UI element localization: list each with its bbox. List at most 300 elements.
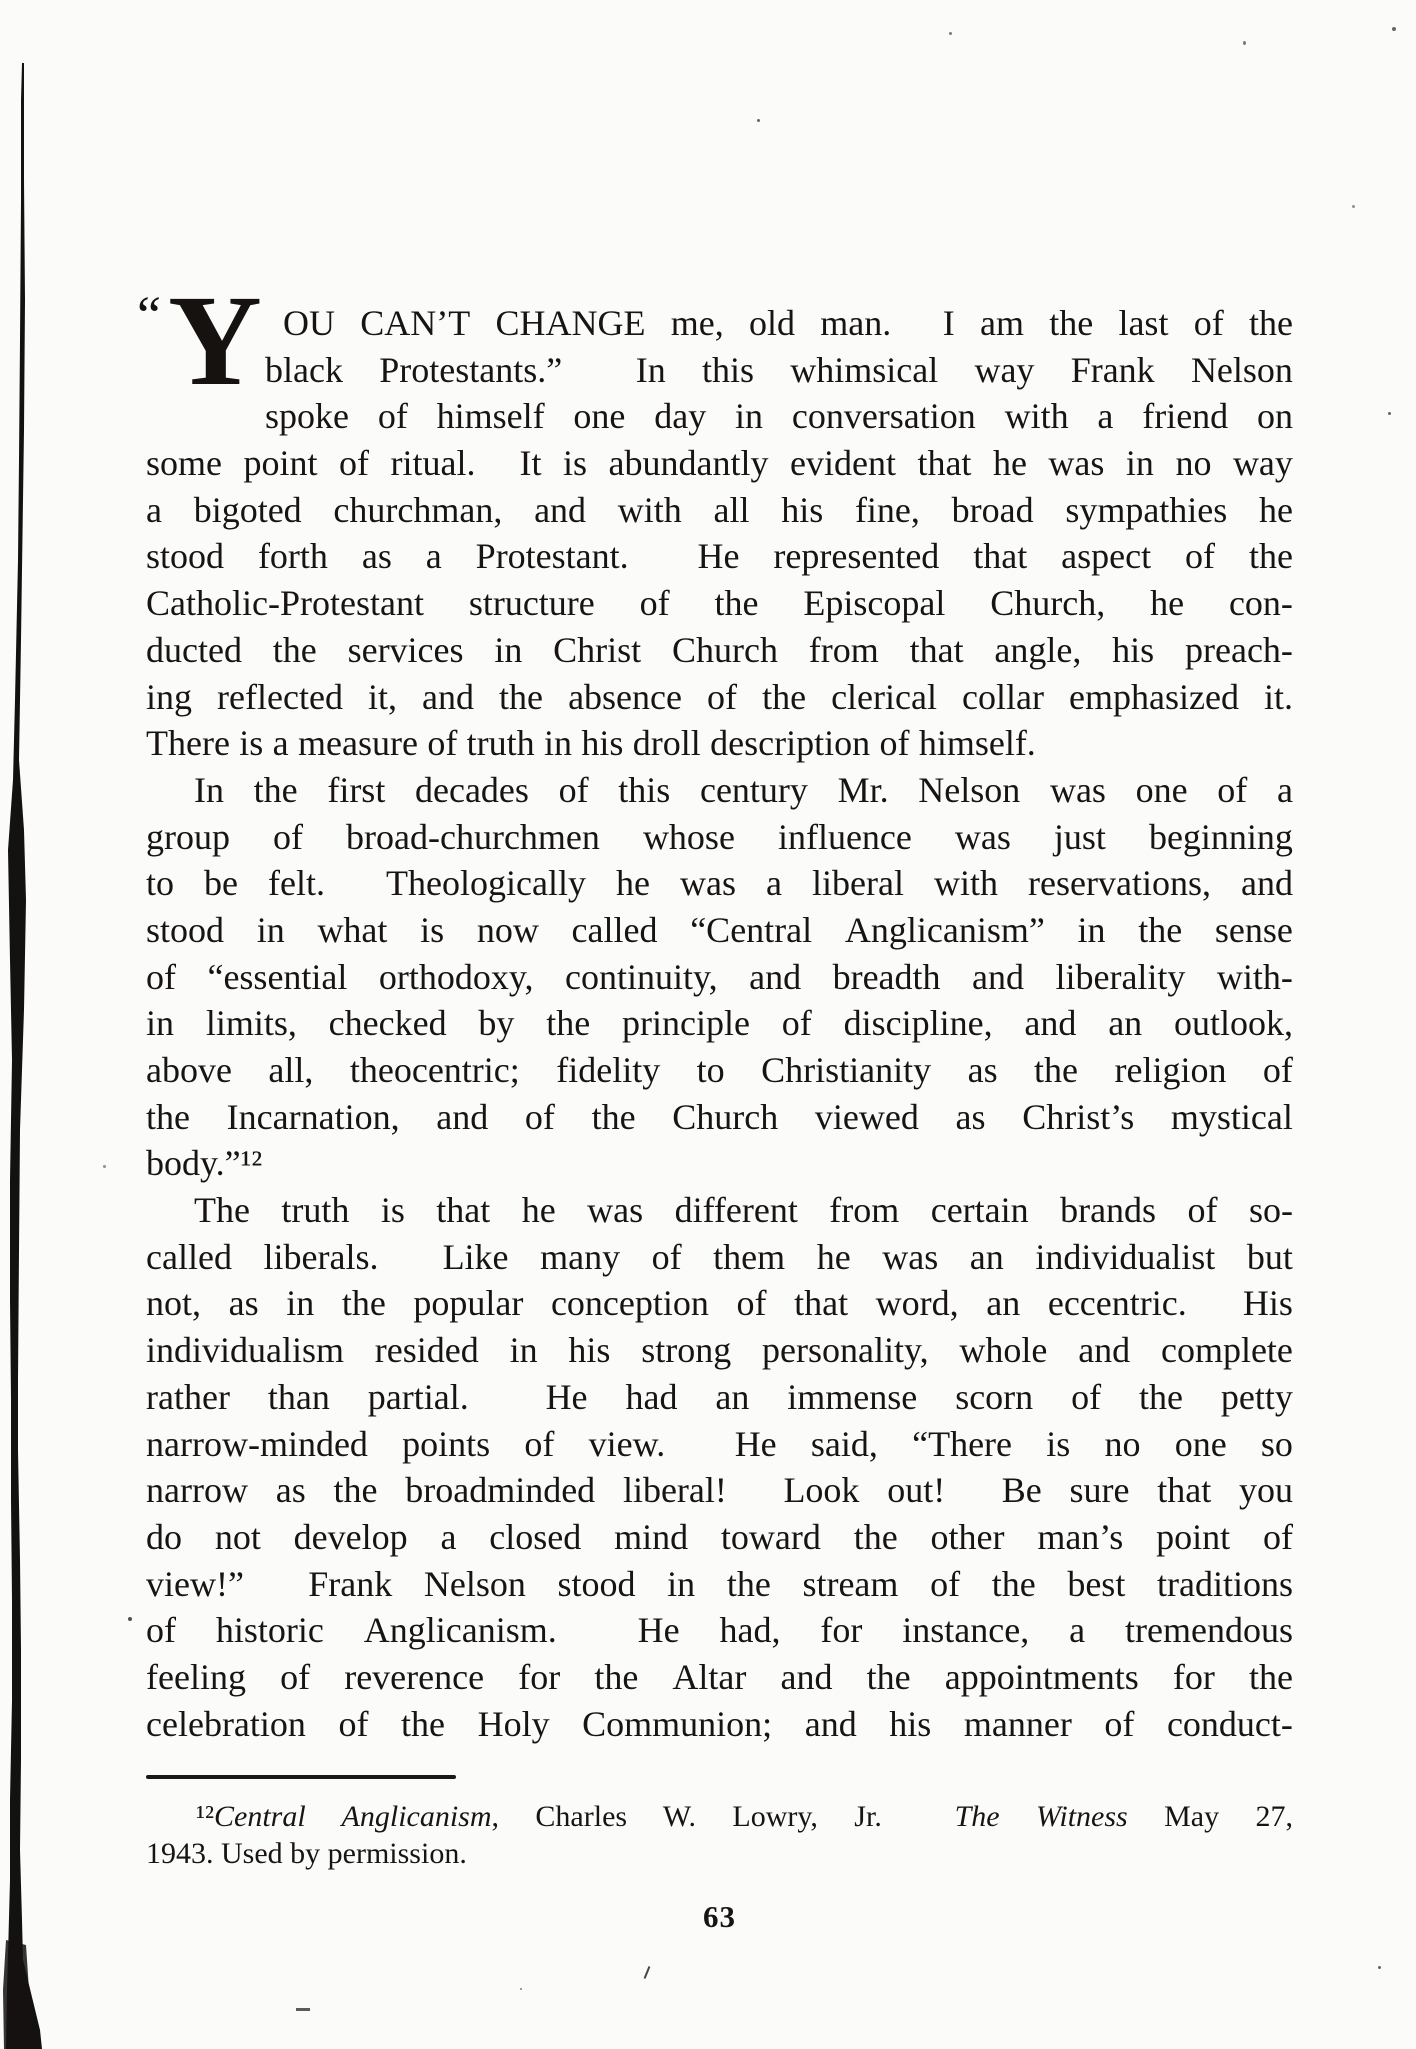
word: is [563,443,588,484]
word: this [701,349,754,390]
word: the [726,1563,771,1604]
word: in [1125,443,1154,484]
word: of [707,676,738,717]
word: viewed [814,1096,919,1137]
word: droll [632,723,701,764]
word: it, [367,676,397,717]
word: in [286,1283,315,1324]
drop-cap-letter: Y [168,269,262,413]
word: and [1078,1330,1131,1371]
word: a [1069,1610,1086,1651]
word: the [1248,303,1293,343]
word: was [680,863,736,904]
word: black [265,349,343,390]
word: certain [930,1190,1029,1231]
word: fidelity [556,1050,661,1090]
word: from [808,629,879,670]
word: I [942,303,955,343]
text-line [146,1374,1293,1421]
word: conception [550,1283,709,1324]
word: point [243,443,318,484]
word: the [762,676,807,717]
word: Theologically [386,863,586,904]
word: complete [1160,1330,1293,1371]
word: bigoted [193,489,302,530]
word: influence [777,816,912,857]
word: his [1112,629,1155,670]
word: not, [146,1283,202,1324]
word: that [1157,1470,1212,1511]
word: with- [1216,956,1293,997]
word: a [272,723,289,764]
footnote-text: ¹² [196,1800,214,1833]
word: “There [912,1423,1013,1464]
word: narrow [146,1470,248,1511]
word: an [986,1283,1021,1324]
text-line [146,674,1293,721]
word: preach- [1185,629,1293,670]
word: way [974,349,1035,390]
word: is [420,909,445,950]
word: liberality [1055,956,1186,997]
word: man. [820,303,892,343]
drop-cap-open-quote: “ [137,285,163,345]
word: one [1174,1423,1227,1464]
word: and [1240,863,1293,904]
word: of [524,1096,555,1137]
text-line [146,1140,1293,1187]
word: point [1156,1516,1231,1557]
text-line [146,720,1293,767]
word: the [853,1516,898,1557]
word: discipline, [843,1003,993,1044]
word: his [581,723,624,764]
word: His [1242,1283,1293,1324]
word: scorn [955,1376,1034,1417]
footnote-rule [146,1775,456,1779]
word: a [440,1516,457,1557]
word: of [377,396,408,437]
word: of [524,1423,555,1464]
word: eccentric. [1047,1283,1187,1324]
word: partial. [367,1376,469,1417]
word: the [333,1470,378,1511]
word: and [804,1703,857,1744]
word: broad-churchmen [346,816,600,857]
word: broadminded [405,1470,596,1511]
word: brands [1060,1190,1157,1231]
word: of [338,1703,369,1744]
word: Communion; [582,1703,773,1744]
page-number: 63 [703,1899,736,1934]
word: he [992,443,1027,484]
scan-speck [128,1617,132,1621]
text-line [146,1234,1293,1281]
word: one [573,396,626,437]
word: way [1232,443,1293,484]
word: forth [257,536,328,577]
word: He [637,1610,680,1651]
word: personality, [761,1330,929,1371]
word: in [509,1330,538,1371]
word: the [546,1003,591,1044]
word: of [1187,1190,1218,1231]
word: aspect [1061,536,1152,577]
word: mystical [1170,1096,1293,1137]
word: abundantly [608,443,769,484]
word: of [736,1283,767,1324]
word: whimsical [790,349,939,390]
text-line [146,1000,1293,1047]
word: the [253,769,298,810]
scan-speck [1378,1966,1381,1969]
word: his [889,1703,932,1744]
word: so- [1248,1190,1293,1231]
word: view!” [146,1563,244,1604]
word: and [534,489,587,530]
word: clerical [831,676,937,717]
word: of [651,1236,682,1277]
word: is [239,723,264,764]
word: whose [642,816,735,857]
text-line [146,300,1293,347]
word: a [1097,396,1114,437]
word: liberals. [263,1236,379,1277]
word: the [1139,1376,1183,1417]
word: day [654,396,707,437]
footnote [146,1798,1293,1872]
scan-mark-dash [296,2008,310,2011]
word: of [146,956,176,997]
word: was [587,1190,644,1231]
word: than [267,1376,330,1417]
word: no [1104,1423,1141,1464]
word: with [617,489,682,530]
text-line [146,487,1293,534]
word: con- [1228,583,1293,624]
text-line [146,1187,1293,1234]
text-line [146,860,1293,907]
word: Anglicanism. [363,1610,557,1651]
word: felt. [268,863,326,904]
word: orthodoxy, [378,956,534,997]
word: Church [672,1096,779,1137]
text-line [146,1654,1293,1701]
word: the [866,1656,911,1697]
scan-speck [1392,27,1396,31]
word: ing [146,676,193,717]
word: that [917,443,972,484]
word: but [1246,1236,1293,1277]
word: closed [489,1516,582,1557]
word: fine, [854,489,920,530]
word: in [667,1563,696,1604]
word: principle [622,1003,750,1044]
word: rather [146,1376,230,1417]
word: an [715,1376,750,1417]
text-line [146,1514,1293,1561]
word: of [1263,1516,1293,1557]
word: Nelson [423,1563,526,1604]
word: theocentric; [349,1050,520,1090]
word: you [1239,1470,1293,1511]
word: stood [146,909,225,950]
word: that [973,536,1028,577]
word: develop [293,1516,408,1557]
word: OU [283,303,335,343]
word: Anglicanism” [844,909,1045,950]
text-line [146,1047,1293,1094]
word: said, [810,1423,878,1464]
word: was [1048,443,1105,484]
word: as [361,536,392,577]
word: Church [672,629,778,670]
word: different [674,1190,798,1231]
word: for [820,1610,863,1651]
word: of [1104,1703,1135,1744]
word: Protestant. [475,536,629,577]
word: of [339,443,370,484]
word: He [734,1423,777,1464]
word: Nelson [918,769,1021,810]
word: for [1172,1656,1215,1697]
word: truth [466,723,535,764]
word: the [341,1283,386,1324]
word: his [568,1330,611,1371]
word: Be [1001,1470,1042,1511]
word: decades [415,769,529,810]
word: a [146,489,162,530]
word: that [794,1283,849,1324]
text-line [146,1421,1293,1468]
word: petty [1220,1376,1293,1417]
word: in [146,1003,175,1044]
word: man’s [1037,1516,1124,1557]
word: Frank [1070,349,1155,390]
text-line [146,580,1293,627]
word: the [991,1563,1036,1604]
word: absence [568,676,682,717]
word: structure [468,583,595,624]
word: friend [1142,396,1229,437]
text-line [146,440,1293,487]
text-line [146,1327,1293,1374]
word: he [1259,489,1293,530]
word: this [618,769,671,810]
word: with [933,863,998,904]
scan-edge-artifact [0,0,70,2049]
word: to [146,863,175,904]
word: feeling [146,1656,246,1697]
word: one [1135,769,1188,810]
word: for [518,1656,561,1697]
word: CHANGE [495,303,646,343]
word: his [781,489,824,530]
word: just [1053,816,1106,857]
word: he [816,1236,851,1277]
word: century [699,769,808,810]
word: and [436,1096,489,1137]
word: limits, [205,1003,297,1044]
word: had [625,1376,678,1417]
word: popular [413,1283,524,1324]
word: of [879,723,910,764]
word: best [1067,1563,1126,1604]
word: Church, [990,583,1106,624]
word: of [1217,769,1248,810]
word: stood [146,536,225,577]
word: services [347,629,464,670]
word: churchman, [333,489,503,530]
word: immense [787,1376,918,1417]
word: the [714,583,759,624]
word: the [1034,1050,1079,1090]
word: narrow-minded [146,1423,368,1464]
word: to [696,1050,725,1090]
word: in [735,396,764,437]
word: view. [588,1423,666,1464]
text-line [146,907,1293,954]
word: Protestants.” [379,349,563,390]
word: the [1248,1656,1293,1697]
word: first [327,769,386,810]
word: Frank [308,1563,393,1604]
word: as [275,1470,306,1511]
word: all [713,489,750,530]
word: Mr. [837,769,889,810]
word: spoke [265,396,349,437]
word: and [422,676,475,717]
word: the [499,676,544,717]
word: was [1049,769,1106,810]
word: In [635,349,666,390]
word: the [401,1703,446,1744]
word: many [540,1236,621,1277]
word: what [317,909,388,950]
word: sympathies [1065,489,1228,530]
word: instance, [902,1610,1030,1651]
word: called [146,1236,232,1277]
word: is [380,1190,405,1231]
word: conduct- [1166,1703,1293,1744]
footnote-permission: 1943. Used by permission. [146,1837,467,1870]
word: tremendous [1125,1610,1293,1651]
word: angle, [994,629,1082,670]
word: no [1175,443,1212,484]
word: beginning [1148,816,1293,857]
word: He [545,1376,588,1417]
word: stood [557,1563,636,1604]
word: Look [783,1470,860,1511]
word: continuity, [565,956,718,997]
word: checked [328,1003,447,1044]
word: Holy [477,1703,550,1744]
word: individualist [1035,1236,1216,1277]
word: am [979,303,1024,343]
word: the [146,1096,190,1137]
word: truth [281,1190,350,1231]
word: of [639,583,670,624]
word: as [228,1283,259,1324]
word: had, [719,1610,781,1651]
word: of [146,1610,176,1651]
body-text [146,300,1293,1747]
word: with [1004,396,1069,437]
word: an [969,1236,1004,1277]
text-line [146,1607,1293,1654]
word: in [1077,909,1106,950]
word: that [436,1190,491,1231]
word: of [558,769,589,810]
text-line [146,533,1293,580]
word: strong [641,1330,732,1371]
footnote-text: , Charles W. Lowry, Jr. [491,1800,955,1833]
word: himself. [918,723,1036,764]
word: reservations, [1028,863,1211,904]
word: the [1049,303,1094,343]
word: of [1193,303,1224,343]
word: all, [268,1050,314,1090]
word: Altar [672,1656,747,1697]
word: not [214,1516,261,1557]
scan-mark-slash [644,1966,651,1979]
word: group [146,816,230,857]
word: and [972,956,1024,997]
word: word, [875,1283,959,1324]
word: appointments [944,1656,1139,1697]
word: mind [614,1516,689,1557]
word: measure [298,723,418,764]
word: Incarnation, [226,1096,400,1137]
word: be [204,863,239,904]
text-line [146,627,1293,674]
word: was [954,816,1011,857]
word: toward [720,1516,821,1557]
word: them [713,1236,786,1277]
word: liberal [812,863,904,904]
word: stream [802,1563,899,1604]
word: other [930,1516,1005,1557]
scan-speck [520,1988,522,1990]
word: manner [963,1703,1072,1744]
word: the [1248,536,1293,577]
word: description [710,723,871,764]
word: and [749,956,802,997]
word: whole [959,1330,1048,1371]
word: me, [670,303,724,343]
word: breadth [832,956,941,997]
word: “Central [690,909,813,950]
scan-speck [1352,205,1355,208]
word: of [427,723,458,764]
word: on [1257,396,1293,437]
word: was [882,1236,939,1277]
word: the [1138,909,1183,950]
text-line [146,767,1293,814]
footnote-citation [146,1798,1293,1835]
text-line [146,1561,1293,1608]
word: last [1118,303,1169,343]
word: by [478,1003,515,1044]
word: a [425,536,442,577]
word: religion [1114,1050,1227,1090]
word: reflected [217,676,343,717]
word: out! [887,1470,946,1511]
word: the [591,1096,636,1137]
word: that [909,629,964,670]
word: body.”¹² [146,1143,263,1184]
word: sure [1069,1470,1130,1511]
